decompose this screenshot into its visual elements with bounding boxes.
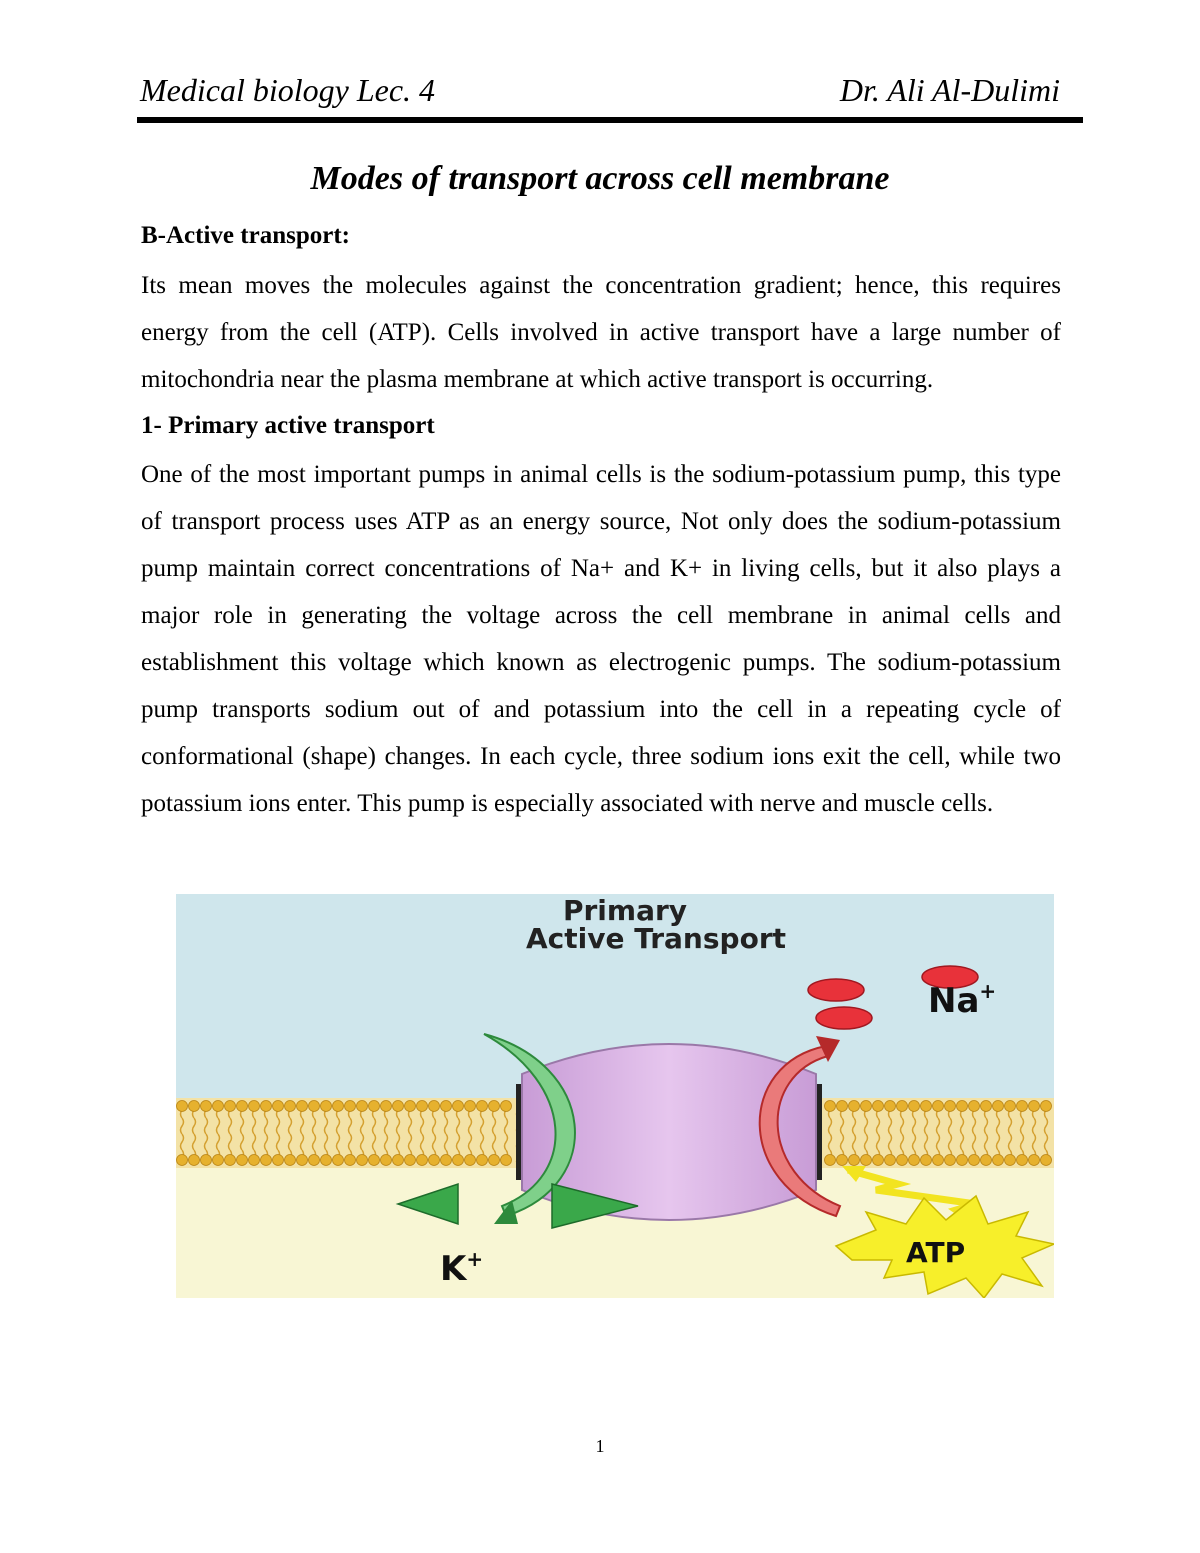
lipid-head	[177, 1155, 188, 1166]
atp-label: ATP	[906, 1236, 966, 1269]
primary-active-transport-figure	[176, 894, 1054, 1298]
lipid-head	[357, 1101, 368, 1112]
lipid-head	[873, 1101, 884, 1112]
section-1-paragraph: One of the most important pumps in animal cells is the sodium-potassium pump, this type of transport process uses ATP as an energy source, Not only does the sodium-potassium pump maintain correct concentrations of Na+ and K+ in living cells, but it also plays a major role in generating the voltage across the cell membrane in animal cells and establishment this voltage which known as electrogenic pumps. The sodium-potassium pump transports sodium out of and potassium into the cell in a repeating cycle of conformational (shape) changes. In each cycle, three sodium ions exit the cell, while two potassium ions enter. This pump is especially associated with nerve and muscle cells.	[141, 461, 1061, 817]
lipid-head	[249, 1155, 260, 1166]
lipid-head	[441, 1101, 452, 1112]
lipid-head	[309, 1155, 320, 1166]
lipid-head	[945, 1155, 956, 1166]
lipid-head	[957, 1155, 968, 1166]
lipid-head	[1005, 1155, 1016, 1166]
section-1-heading: 1- Primary active transport	[141, 412, 435, 439]
lipid-head	[933, 1155, 944, 1166]
lipid-head	[861, 1101, 872, 1112]
lipid-head	[477, 1101, 488, 1112]
section-b-paragraph: Its mean moves the molecules against the concentration gradient; hence, this requires energy from the cell (ATP). Cells involved in active transport have a large number of mitochondria near the plasma membrane at which active transport is occurring.	[141, 272, 1061, 393]
lipid-head	[273, 1101, 284, 1112]
lipid-head	[1017, 1155, 1028, 1166]
lipid-head	[345, 1155, 356, 1166]
lipid-head	[849, 1101, 860, 1112]
lipid-head	[177, 1101, 188, 1112]
header-author: Dr. Ali Al-Dulimi	[839, 72, 1060, 108]
lipid-head	[1005, 1101, 1016, 1112]
lipid-head	[285, 1155, 296, 1166]
lipid-head	[453, 1101, 464, 1112]
lipid-head	[465, 1101, 476, 1112]
lipid-head	[285, 1101, 296, 1112]
lipid-head	[189, 1101, 200, 1112]
lipid-head	[933, 1101, 944, 1112]
lipid-head	[189, 1155, 200, 1166]
lipid-head	[465, 1155, 476, 1166]
lipid-head	[237, 1101, 248, 1112]
lipid-head	[369, 1101, 380, 1112]
lipid-head	[381, 1101, 392, 1112]
page-title: Modes of transport across cell membrane	[310, 160, 890, 197]
lipid-head	[417, 1155, 428, 1166]
lipid-head	[393, 1101, 404, 1112]
lipid-head	[885, 1155, 896, 1166]
lipid-head	[225, 1155, 236, 1166]
sodium-ion	[816, 1007, 872, 1029]
lipid-head	[453, 1155, 464, 1166]
lipid-head	[417, 1101, 428, 1112]
lipid-head	[921, 1101, 932, 1112]
lipid-head	[1041, 1101, 1052, 1112]
figure-title-line2: Active Transport	[525, 922, 787, 955]
lipid-head	[849, 1155, 860, 1166]
lipid-head	[321, 1101, 332, 1112]
lipid-head	[261, 1101, 272, 1112]
header-lecture: Medical biology Lec. 4	[140, 72, 436, 108]
lipid-head	[885, 1101, 896, 1112]
lipid-head	[489, 1155, 500, 1166]
section-b-heading: B-Active transport:	[141, 222, 350, 249]
lipid-head	[213, 1155, 224, 1166]
lipid-head	[429, 1101, 440, 1112]
lipid-head	[309, 1101, 320, 1112]
lipid-head	[501, 1155, 512, 1166]
lipid-head	[273, 1155, 284, 1166]
lipid-head	[369, 1155, 380, 1166]
lipid-head	[297, 1101, 308, 1112]
sodium-label: Na+	[928, 979, 997, 1021]
lipid-head	[333, 1155, 344, 1166]
lipid-head	[1041, 1155, 1052, 1166]
lipid-head	[345, 1101, 356, 1112]
lipid-head	[201, 1101, 212, 1112]
lipid-head	[381, 1155, 392, 1166]
lipid-head	[393, 1155, 404, 1166]
lipid-head	[897, 1155, 908, 1166]
lipid-head	[921, 1155, 932, 1166]
lipid-head	[957, 1101, 968, 1112]
lipid-head	[825, 1155, 836, 1166]
lipid-head	[825, 1101, 836, 1112]
lipid-head	[333, 1101, 344, 1112]
lipid-head	[981, 1155, 992, 1166]
lipid-head	[201, 1155, 212, 1166]
lipid-head	[1029, 1155, 1040, 1166]
lipid-head	[897, 1101, 908, 1112]
lipid-head	[489, 1101, 500, 1112]
lipid-head	[993, 1155, 1004, 1166]
lipid-head	[429, 1155, 440, 1166]
lipid-head	[477, 1155, 488, 1166]
figure-svg	[176, 894, 1054, 1298]
lipid-head	[441, 1155, 452, 1166]
lipid-head	[909, 1101, 920, 1112]
lipid-head	[357, 1155, 368, 1166]
lipid-head	[969, 1155, 980, 1166]
lipid-head	[873, 1155, 884, 1166]
lipid-head	[945, 1101, 956, 1112]
lipid-head	[837, 1101, 848, 1112]
header-rule	[137, 117, 1083, 123]
lipid-head	[405, 1155, 416, 1166]
lipid-head	[969, 1101, 980, 1112]
lipid-head	[993, 1101, 1004, 1112]
lipid-head	[297, 1155, 308, 1166]
lipid-head	[501, 1101, 512, 1112]
lipid-head	[981, 1101, 992, 1112]
lipid-head	[909, 1155, 920, 1166]
lipid-head	[861, 1155, 872, 1166]
sodium-ion	[808, 979, 864, 1001]
lipid-head	[1017, 1101, 1028, 1112]
figure-title-line1: Primary	[562, 894, 688, 927]
lipid-head	[225, 1101, 236, 1112]
lipid-head	[237, 1155, 248, 1166]
lipid-head	[837, 1155, 848, 1166]
lipid-head	[1029, 1101, 1040, 1112]
lipid-head	[249, 1101, 260, 1112]
lipid-head	[213, 1101, 224, 1112]
lipid-head	[261, 1155, 272, 1166]
potassium-label: K+	[440, 1247, 484, 1289]
lipid-head	[321, 1155, 332, 1166]
page-number: 1	[595, 1436, 605, 1456]
page-header	[140, 68, 1060, 116]
lipid-head	[405, 1101, 416, 1112]
